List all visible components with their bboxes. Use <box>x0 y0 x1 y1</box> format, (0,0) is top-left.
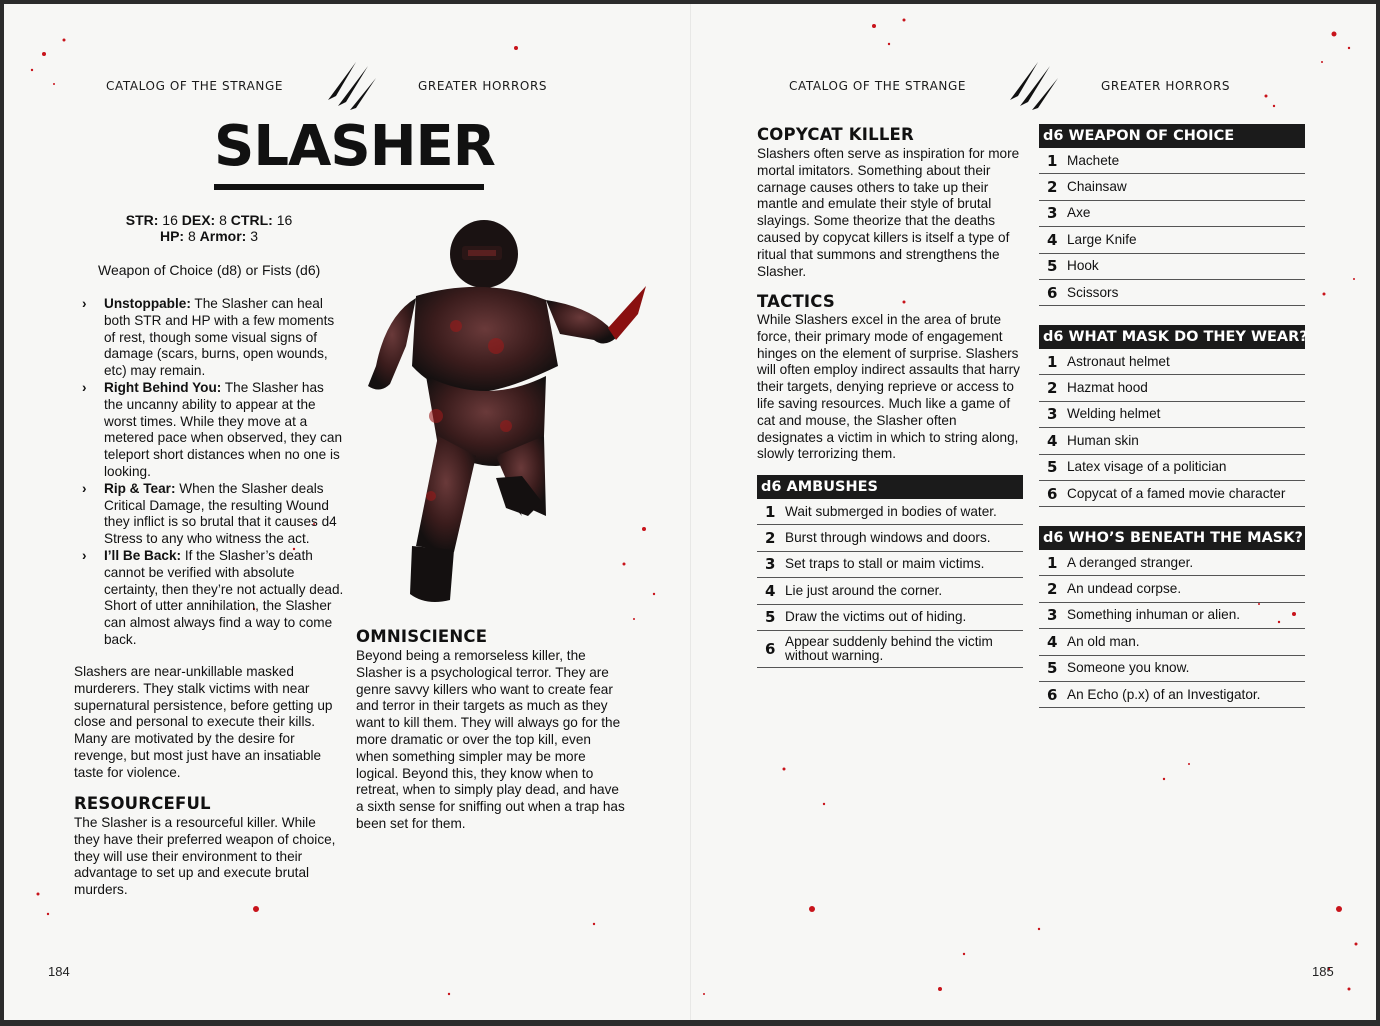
table-row: 4 Lie just around the corner. <box>757 578 1023 604</box>
intro-paragraph: Slashers are near-unkillable masked murderers. They stalk victims with near supernatural persistence, before getting up close and personal to execute their kills. Many are motivated by the desire for revenge, but most just have an insatiable taste for violence. <box>74 664 333 780</box>
table-row: 5 Draw the victims out of hiding. <box>757 605 1023 631</box>
section-heading-tactics: TACTICS <box>757 292 835 311</box>
table-row: 4 Human skin <box>1039 428 1305 454</box>
running-head-left: CATALOG OF THE STRANGE <box>789 79 967 93</box>
tactics-paragraph: While Slashers excel in the area of brute force, their primary mode of engagement hinges on the element of surprise. Slashers will often employ indirect assaults that harry their targets, denying reprieve or access to life saving resources. Much like a game of cat and mouse, the Slasher often designates a victim in which to string along, slowly terrorizing them. <box>757 312 1020 462</box>
page-number-left: 184 <box>48 964 70 979</box>
chevron-right-icon: › <box>82 480 87 496</box>
page-number-right: 185 <box>1312 964 1334 979</box>
table-row: 5 Hook <box>1039 254 1305 280</box>
page-title: SLASHER <box>214 114 495 179</box>
resourceful-paragraph: The Slasher is a resourceful killer. While they have their preferred weapon of choice, they will use their environment to their advantage to set up and execute brutal murders. <box>74 815 336 898</box>
table-row: 1 Astronaut helmet <box>1039 349 1305 375</box>
table-row: 6 Copycat of a famed movie character <box>1039 481 1305 507</box>
table-row: 2 Burst through windows and doors. <box>757 525 1023 551</box>
table-row: 3 Welding helmet <box>1039 402 1305 428</box>
book-spread <box>4 4 1376 1020</box>
list-item: › I’ll Be Back: If the Slasher’s death cannot be verified with absolute certainty, then they’re not actually dead. Short of utter annihilation, the Slasher can almost always find a way to come back. <box>82 547 344 647</box>
table-header: d6 AMBUSHES <box>757 475 1023 499</box>
ambushes-table <box>757 475 1023 668</box>
list-item: › Rip & Tear: When the Slasher deals Critical Damage, the resulting Wound they inflict is so brutal that it causes d4 Stress to any who witness the act. <box>82 480 337 547</box>
table-header: d6 WHAT MASK DO THEY WEAR? <box>1039 325 1305 349</box>
copycat-paragraph: Slashers often serve as inspiration for more mortal imitators. Something about their carnage causes others to take up their mantle and emulate their style of brutal slayings. Some theorize that the deaths caused by copycat killers is itself a type of ritual that summons and strengthens the Slasher. <box>757 146 1020 279</box>
table-row: 6 An Echo (p.x) of an Investigator. <box>1039 682 1305 708</box>
table-row: 2 An undead corpse. <box>1039 576 1305 602</box>
table-row: 1 Machete <box>1039 148 1305 174</box>
stat-block: STR: 16 DEX: 8 CTRL: 16 HP: 8 Armor: 3 <box>125 212 293 244</box>
chevron-right-icon: › <box>82 379 87 395</box>
title-underline <box>214 184 484 190</box>
table-header: d6 WHO’S BENEATH THE MASK? <box>1039 526 1305 550</box>
table-row: 5 Someone you know. <box>1039 656 1305 682</box>
table-row: 4 An old man. <box>1039 629 1305 655</box>
section-heading-copycat: COPYCAT KILLER <box>757 125 914 144</box>
beneath-mask-table <box>1039 526 1305 708</box>
section-heading-omniscience: OMNISCIENCE <box>356 627 488 646</box>
table-row: 2 Chainsaw <box>1039 174 1305 200</box>
table-row: 1 A deranged stranger. <box>1039 550 1305 576</box>
table-row: 5 Latex visage of a politician <box>1039 455 1305 481</box>
table-row: 6 Appear suddenly behind the victim without warning. <box>757 631 1023 668</box>
table-row: 6 Scissors <box>1039 280 1305 306</box>
mask-table <box>1039 325 1308 507</box>
running-head-left: CATALOG OF THE STRANGE <box>106 79 284 93</box>
chevron-right-icon: › <box>82 296 87 311</box>
chevron-right-icon: › <box>82 547 87 563</box>
table-row: 1 Wait submerged in bodies of water. <box>757 499 1023 525</box>
table-row: 2 Hazmat hood <box>1039 375 1305 401</box>
table-row: 3 Set traps to stall or maim victims. <box>757 552 1023 578</box>
table-row: 4 Large Knife <box>1039 227 1305 253</box>
list-item: › Unstoppable: The Slasher can heal both STR and HP with a few moments of rest, though some visual signs of damage (scars, burns, open wounds, etc) may remain. <box>82 296 335 379</box>
running-head-right: GREATER HORRORS <box>1101 79 1231 93</box>
trait-list <box>80 296 346 649</box>
claw-marks-icon <box>1004 56 1060 112</box>
list-item: › Right Behind You: The Slasher has the uncanny ability to appear at the worst times. While they move at a metered pace when observed, they can teleport short distances when no one is looking. <box>82 379 343 479</box>
slasher-illustration <box>346 216 676 616</box>
table-header: d6 WEAPON OF CHOICE <box>1039 124 1305 148</box>
section-heading-resourceful: RESOURCEFUL <box>74 794 211 813</box>
table-row: 3 Axe <box>1039 201 1305 227</box>
weapon-of-choice-table <box>1039 124 1305 306</box>
table-row: 3 Something inhuman or alien. <box>1039 603 1305 629</box>
claw-marks-icon <box>322 56 378 112</box>
weapon-line: Weapon of Choice (d8) or Fists (d6) <box>98 262 321 278</box>
omniscience-paragraph: Beyond being a remorseless killer, the Slasher is a psychological terror. They are genre savvy killers who want to create fear and terror in their targets as much as they want to kill them. They will always go for the more dramatic or over the top kill, even when something simpler may be more logical. Beyond this, they know when to retreat, when to simply play dead, and have a sixth sense for sniffing out when a trap has been set for them. <box>356 648 625 831</box>
running-head-right: GREATER HORRORS <box>418 79 548 93</box>
